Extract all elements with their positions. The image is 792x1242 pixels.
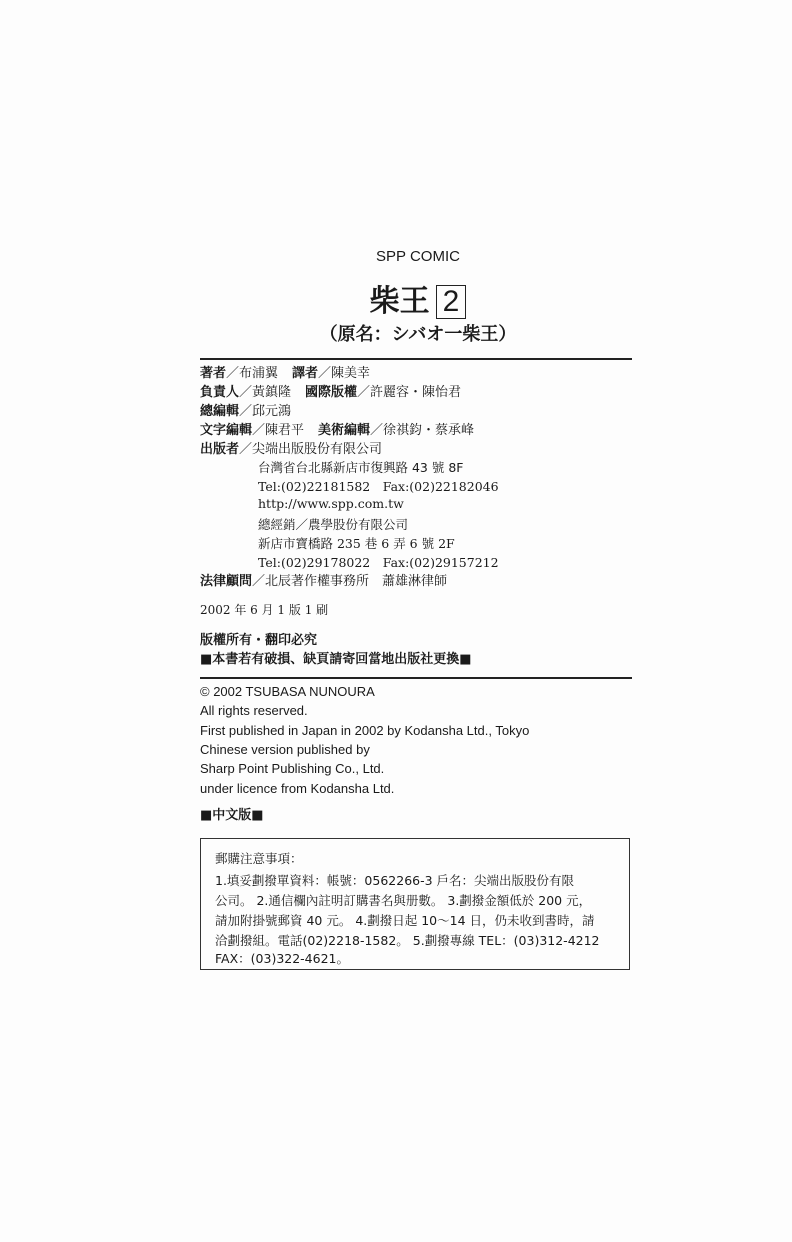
- mail-order-line: 1.填妥劃撥單資料：帳號：0562266-3 戶名：尖端出版股份有限: [215, 873, 575, 888]
- mail-order-line: FAX：(03)322-4621。: [215, 951, 349, 966]
- credit-role: 國際版權: [305, 385, 358, 400]
- divider: [200, 358, 632, 360]
- mail-order-line: 公司。 2.通信欄內註明訂購書名與册數。 3.劃撥金額低於 200 元，: [215, 893, 592, 908]
- mail-order-box: [200, 838, 630, 970]
- credit-line: [200, 364, 370, 383]
- credit-name: ／陳君平: [252, 423, 305, 438]
- publisher-detail-line: 台灣省台北縣新店市復興路 43 號 8F: [258, 460, 464, 475]
- english-line: under licence from Kodansha Ltd.: [200, 780, 395, 796]
- credit-name: ／邱元鴻: [239, 404, 292, 419]
- series-name: SPP COMIC: [376, 248, 460, 265]
- rights-notice: 版權所有・翻印必究: [200, 633, 318, 648]
- credit-role: 總編輯: [200, 404, 240, 419]
- original-title: （原名：シバオ一柴王）: [319, 324, 517, 345]
- credit-line: [200, 402, 291, 421]
- publisher-detail-line: 新店市寶橋路 235 巷 6 弄 6 號 2F: [258, 536, 455, 551]
- credit-name: ／尖端出版股份有限公司: [239, 442, 383, 457]
- chinese-edition: ■中文版■: [200, 808, 264, 823]
- credit-role: 美術編輯: [318, 423, 371, 438]
- credit-name: ／徐祺鈞・蔡承峰: [370, 423, 475, 438]
- credit-role: 著者: [200, 366, 227, 381]
- mail-order-line: 請加附掛號郵資 40 元。 4.劃撥日起 10～14 日，仍未收到書時，請: [215, 913, 595, 928]
- english-line: © 2002 TSUBASA NUNOURA: [200, 684, 375, 699]
- edition: 2002 年 6 月 1 版 1 刷: [200, 603, 329, 617]
- english-line: All rights reserved.: [200, 703, 308, 719]
- publisher-detail-line: 總經銷／農學股份有限公司: [258, 517, 409, 532]
- credit-role: 譯者: [292, 366, 319, 381]
- credit-role: 文字編輯: [200, 423, 253, 438]
- mail-order-heading: 郵購注意事項：: [215, 851, 303, 866]
- mail-order-line: 洽劃撥組。電話(02)2218-1582。 5.劃撥專線 TEL：(03)312-4212: [215, 933, 600, 948]
- legal-advisor: [200, 572, 447, 591]
- credit-name: ／許麗容・陳怡君: [357, 385, 462, 400]
- publisher-detail-line: Tel:(02)29178022 Fax:(02)29157212: [258, 555, 499, 570]
- credit-role: 負責人: [200, 385, 240, 400]
- title-text: 柴王: [369, 284, 430, 319]
- english-line: Sharp Point Publishing Co., Ltd.: [200, 761, 385, 777]
- volume-number: 2: [436, 285, 467, 319]
- credit-line: [200, 421, 474, 440]
- divider: [200, 677, 632, 679]
- credit-name: ／陳美幸: [318, 366, 371, 381]
- credit-role: 出版者: [200, 442, 240, 457]
- legal-value: ／北辰著作權事務所 蕭雄淋律師: [252, 574, 448, 589]
- publisher-detail-line: Tel:(02)22181582 Fax:(02)22182046: [258, 479, 499, 494]
- publisher-detail-line: http://www.spp.com.tw: [258, 496, 404, 511]
- replace-notice: ■本書若有破損、缺頁請寄回當地出版社更換■: [200, 652, 472, 667]
- credit-name: ／黃鎮隆: [239, 385, 292, 400]
- legal-label: 法律顧問: [200, 574, 253, 589]
- book-title: [0, 276, 792, 320]
- credit-name: ／布浦翼: [226, 366, 279, 381]
- credit-line: [200, 383, 461, 402]
- english-line: First published in Japan in 2002 by Kodansha Ltd., Tokyo: [200, 722, 530, 738]
- credit-line: [200, 440, 382, 459]
- english-line: Chinese version published by: [200, 741, 370, 757]
